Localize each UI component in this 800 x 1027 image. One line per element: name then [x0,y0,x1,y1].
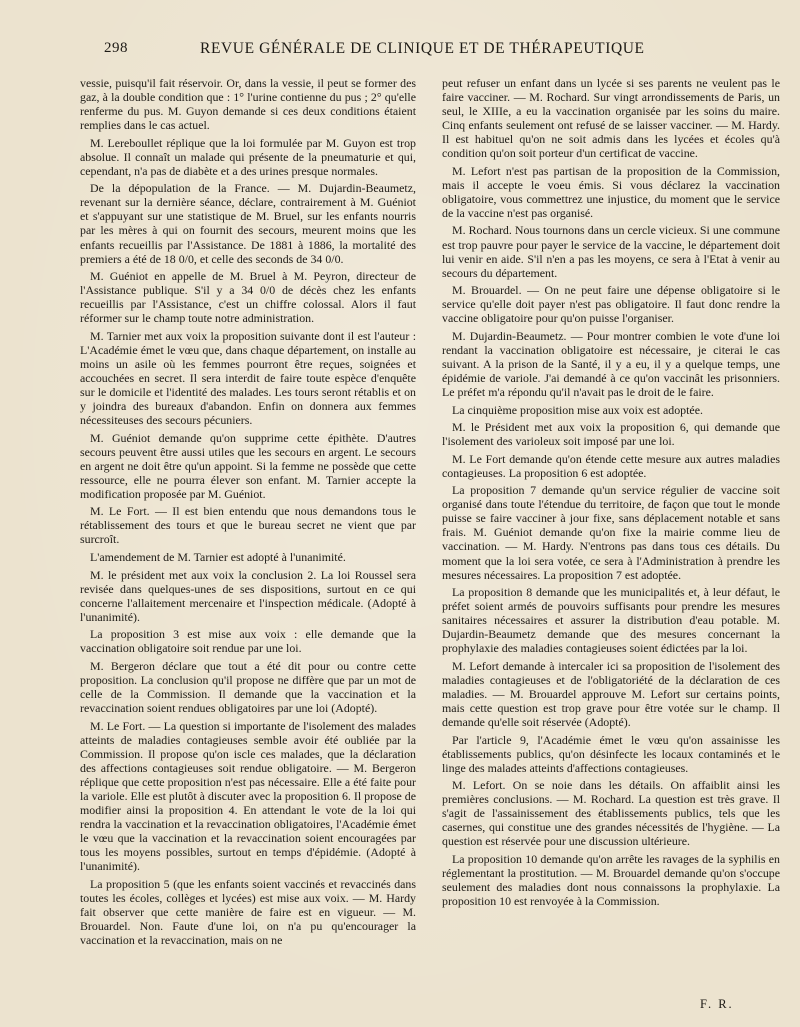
paragraph: M. Brouardel. — On ne peut faire une dépense obligatoire si le service qu'elle doit payer n'est pas obligatoire. Il faut donc rendre la vaccine obligatoire pour qu'on puisse l'organiser. [442,283,780,326]
paragraph: M. Rochard. Nous tournons dans un cercle vicieux. Si une commune est trop pauvre pour payer le service de la vaccine, le département doit lui venir en aide. S'il n'en a pas les moyens, ce sera à l'Etat à venir au secours du département. [442,223,780,280]
author-signature: F. R. [700,997,734,1011]
paragraph: M. Bergeron déclare que tout a été dit pour ou contre cette proposition. La conclusion qu'il propose ne diffère que par un mot de celle de la Commission. Il demande que la vaccination et la revaccination soient rendues obligatoires par une loi (Adopté). [80,658,416,715]
paragraph: M. Lefort demande à intercaler ici sa proposition de l'isolement des maladies contagieuses et de l'obligatoriété de la déclaration de ces maladies. — M. Brouardel approuve M. Lefort sur certains points, mais cette question est trop grave pour être votée sur le champ. Il demande qu'elle soit réservée (Adopté). [442,658,780,730]
paragraph: M. Guéniot en appelle de M. Bruel à M. Peyron, directeur de l'Assistance publique. S'il y a 34 0/0 de décès chez les enfants recueillis par l'Assistance, c'est un chiffre colossal. Alors il faut réformer sur le champ toute notre administration. [80,269,416,326]
paragraph: M. Tarnier met aux voix la proposition suivante dont il est l'auteur : L'Académie émet le vœu que, dans chaque département, on installe au moins un asile où les femmes pourront être reçues, soignées et accouchées en secret. Il sera interdit de faire toute espèce d'enquête sur le domicile et l'identité des malades. Les tours seront rétablis et on y joindra des bureaux d'abandon. Enfin on donnera aux femmes nécessiteuses des secours pécuniers. [80,328,416,428]
paragraph: La proposition 8 demande que les municipalités et, à leur défaut, le préfet soient armés de pouvoirs suffisants pour prendre les mesures sanitaires nécessaires et assurer la distribution d'eau potable. M. Dujardin-Beaumetz demande que des mesures concernant la prophylaxie des maladies contagieuses soient édictées par la loi. [442,585,780,656]
running-title: REVUE GÉNÉRALE DE CLINIQUE ET DE THÉRAPEUTIQUE [200,40,645,57]
paragraph: La proposition 10 demande qu'on arrête les ravages de la syphilis en réglementant la prostitution. — M. Brouardel demande qu'on s'occupe seulement des maladies dont nous connaissons la prophylaxie. La proposition 10 est renvoyée à la Commission. [442,851,780,909]
paragraph: M. Dujardin-Beaumetz. — Pour montrer combien le vote d'une loi rendant la vaccination obligatoire est nécessaire, je citerai le cas suivant. A la prison de la Santé, il y a eu, il y a quelque temps, une épidémie de variole. J'ai demandé à ce qu'on vaccinât les prisonniers. Le préfet m'a répondu qu'il n'avait pas le droit de le faire. [442,328,780,399]
page-header [104,38,780,62]
paragraph: L'amendement de M. Tarnier est adopté à l'unanimité. [90,550,346,564]
paragraph: M. Lereboullet réplique que la loi formulée par M. Guyon est trop absolue. Il connaît un malade qui présente de la pneumaturie et qui, cependant, n'a pas de diabète et a des urines presque normales. [80,135,416,178]
paragraph: M. Le Fort. — La question si importante de l'isolement des malades atteints de maladies contagieuses semble avoir été oubliée par la Commission. Il propose qu'on iscle ces malades, que la déclaration des affections contagieuses soit rendue obligatoire. — M. Bergeron réplique que cette proposition n'est pas nécessaire. Elle a été faite pour la variole. Elle est plutôt à discuter avec la proposition 6. Il propose de modifier ainsi la proposition 4. En attendant le vote de la loi qui rendra la vaccination et la revaccination obligatoires, l'Académie émet le vœu que la vaccination et la revaccination soient encouragées par tous les moyens possibles, surtout en temps d'épidémie. (Adopté à l'unanimité). [80,718,416,873]
paragraph: M. le président met aux voix la conclusion 2. La loi Roussel sera revisée dans quelques-unes de ses dispositions, surtout en ce qui concerne l'allaitement mercenaire et l'inspection médicale. (Adopté à l'unanimité). [80,567,416,624]
paragraph: La cinquième proposition mise aux voix est adoptée. [452,402,703,417]
paragraph: La proposition 3 est mise aux voix : elle demande que la vaccination obligatoire soit rendue par une loi. [80,627,416,656]
paragraph: La proposition 5 (que les enfants soient vaccinés et revaccinés dans toutes les écoles, collèges et lycées) est mise aux voix. — M. Hardy fait observer que cette manière de faire est en vigueur. — M. Brouardel. Non. Faute d'une loi, on n'a pu qu'encourager la vaccination et la revaccination, mais on ne [80,876,416,947]
paragraph: M. Guéniot demande qu'on supprime cette épithète. D'autres secours peuvent être aussi utiles que les secours en argent. Le secours en argent ne doit être qu'un appoint. Si la femme ne possède que cette ressource, elle ne pourra élever son enfant. M. Tarnier accepte la modification proposée par M. Guéniot. [80,430,416,501]
left-column [80,76,416,950]
right-column [442,76,780,912]
page-number: 298 [104,40,128,56]
paragraph: M. Lefort n'est pas partisan de la proposition de la Commission, mais il accepte le voeu émis. Si vous déclarez la vaccination obligatoire, vous commettrez une injustice, du moment que le service de la vaccine n'est pas organisé. [442,163,780,220]
paragraph: M. Le Fort. — Il est bien entendu que nous demandons tous le rétablissement des tours et que le bureau secret ne vient que par surcroît. [80,504,416,547]
paragraph: M. Lefort. On se noie dans les détails. On affaiblit ainsi les premières conclusions. — M. Rochard. La question est très grave. Il s'agit de l'assainissement des établissements publics, tels que les casernes, qui constitue une des grandes nécessités de l'hygiène. — La question est réservée pour une discussion ultérieure. [442,778,780,849]
paragraph: peut refuser un enfant dans un lycée si ses parents ne veulent pas le faire vacciner. — M. Rochard. Sur vingt arrondissements de Paris, un seul, le XIIIe, a eu la vaccination organisée par les soins du maire. Cinq enfants seulement ont refusé de se laisser vacciner. — M. Hardy. Il est habituel qu'on ne soit admis dans les lycées et écoles qu'à condition qu'on soit porteur d'un certificat de vaccine. [442,76,780,161]
paragraph: vessie, puisqu'il fait réservoir. Or, dans la vessie, il peut se former des gaz, à la double condition que : 1° l'urine contienne du pus ; 2° qu'elle renferme du pus. M. Guyon demande si ces deux conditions étaient remplies dans le cas actuel. [80,76,416,133]
paragraph: De la dépopulation de la France. — M. Dujardin-Beaumetz, revenant sur la dernière séance, déclare, contrairement à M. Guéniot et s'appuyant sur une statistique de M. Bruel, sur les enfants nourris par les mères à qui on fournit des secours, meurent moins que les enfants recueillis par l'Assistance. De 1881 à 1886, la mortalité des premiers a été de 18 0/0, et celle des seconds de 34 0/0. [80,181,416,266]
paragraph: La proposition 7 demande qu'un service régulier de vaccine soit organisé dans toute l'étendue du territoire, de façon que tout le monde puisse se faire vacciner à jour fixe, sans déplacement notable et sans frais. M. Guéniot demande qu'on fixe la mairie comme lieu de vaccination. — M. Hardy. N'entrons pas dans tous ces détails. Du moment que la loi sera votée, ce sera à l'Administration à prendre les mesures nécessaires. La proposition 7 est adoptée. [442,483,780,582]
paragraph: M. le Président met aux voix la proposition 6, qui demande que l'isolement des varioleux soit imposé par une loi. [442,420,780,449]
paragraph: M. Le Fort demande qu'on étende cette mesure aux autres maladies contagieuses. La proposition 6 est adoptée. [442,451,780,480]
paragraph: Par l'article 9, l'Académie émet le vœu qu'on assainisse les établissements publics, qu'on désinfecte les locaux contaminés et le linge des malades atteints d'affections contagieuses. [442,732,780,775]
